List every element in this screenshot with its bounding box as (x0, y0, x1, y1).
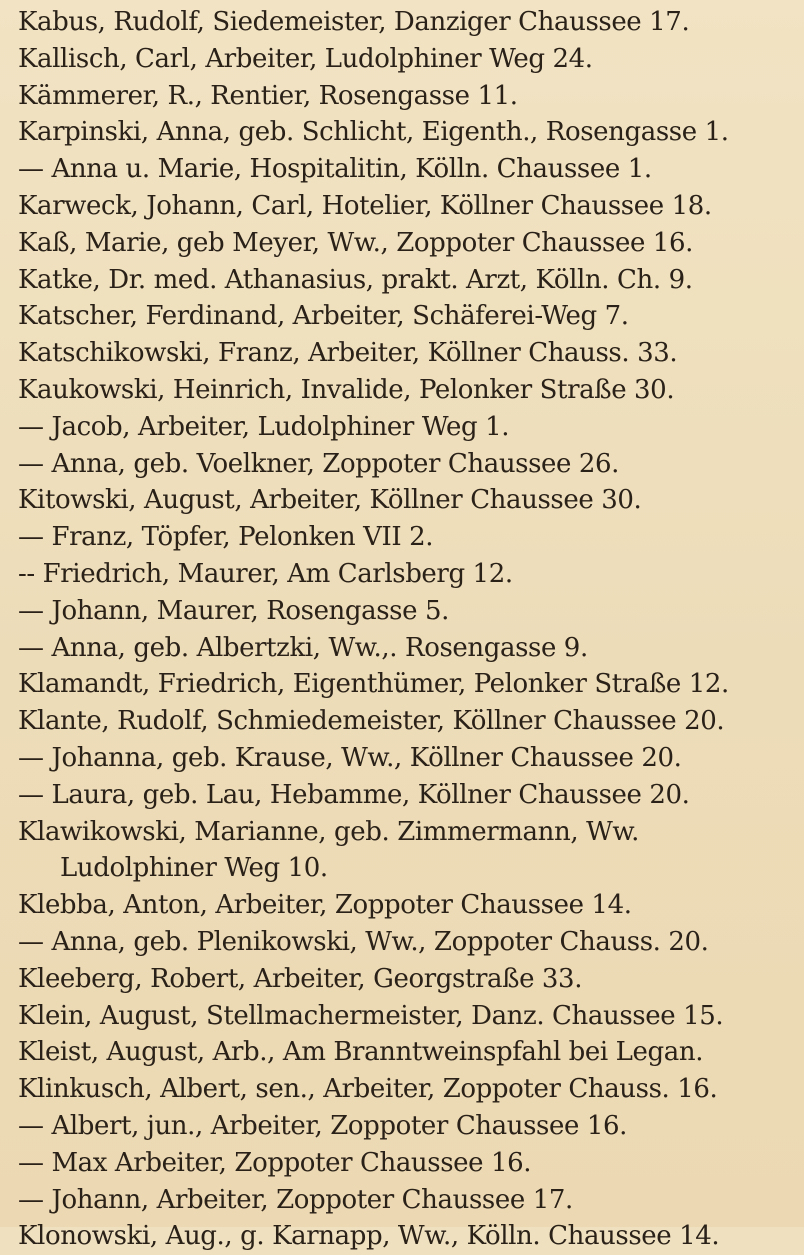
directory-entry: — Johann, Arbeiter, Zoppoter Chaussee 17. (18, 1184, 573, 1215)
directory-entry: — Franz, Töpfer, Pelonken VII 2. (18, 522, 434, 553)
directory-entry: — Albert, jun., Arbeiter, Zoppoter Chaussee 16. (18, 1110, 627, 1141)
directory-entry: — Johanna, geb. Krause, Ww., Köllner Chaussee 20. (18, 742, 682, 773)
directory-entry: -- Friedrich, Maurer, Am Carlsberg 12. (18, 558, 513, 589)
directory-entry: Karweck, Johann, Carl, Hotelier, Köllner Chaussee 18. (18, 190, 712, 221)
directory-entry: Karpinski, Anna, geb. Schlicht, Eigenth., Rosengasse 1. (18, 117, 729, 148)
directory-entry: Kleeberg, Robert, Arbeiter, Georgstraße 33. (18, 963, 583, 994)
directory-entry: Klebba, Anton, Arbeiter, Zoppoter Chaussee 14. (18, 890, 632, 921)
directory-entry: Kleist, August, Arb., Am Branntweinspfahl bei Legan. (18, 1037, 704, 1068)
directory-entry: — Anna u. Marie, Hospitalitin, Kölln. Chaussee 1. (18, 154, 652, 185)
directory-entry: Katschikowski, Franz, Arbeiter, Köllner Chauss. 33. (18, 338, 678, 369)
directory-entry: Klamandt, Friedrich, Eigenthümer, Pelonker Straße 12. (18, 669, 729, 700)
directory-entry: Klinkusch, Albert, sen., Arbeiter, Zoppoter Chauss. 16. (18, 1074, 718, 1105)
directory-entry: Katke, Dr. med. Athanasius, prakt. Arzt, Kölln. Ch. 9. (18, 264, 693, 295)
directory-entry: Kabus, Rudolf, Siedemeister, Danziger Chaussee 17. (18, 7, 690, 37)
directory-entry: — Max Arbeiter, Zoppoter Chaussee 16. (18, 1147, 532, 1178)
directory-entry-list (0, 4, 804, 1255)
directory-entry: Kaukowski, Heinrich, Invalide, Pelonker Straße 30. (18, 374, 675, 405)
directory-entry: — Anna, geb. Albertzki, Ww.,. Rosengasse 9. (18, 632, 588, 663)
directory-entry: — Anna, geb. Voelkner, Zoppoter Chaussee 26. (18, 448, 620, 479)
directory-entry-continuation: Ludolphiner Weg 10. (60, 853, 328, 884)
directory-entry: Klein, August, Stellmachermeister, Danz. Chaussee 15. (18, 1000, 724, 1031)
directory-entry: — Johann, Maurer, Rosengasse 5. (18, 595, 449, 626)
directory-entry: Katscher, Ferdinand, Arbeiter, Schäferei-Weg 7. (18, 301, 629, 332)
directory-entry: — Laura, geb. Lau, Hebamme, Köllner Chaussee 20. (18, 779, 690, 810)
directory-entry: Klonowski, Aug., g. Karnapp, Ww., Kölln. Chaussee 14. (18, 1221, 720, 1252)
directory-entry: Klawikowski, Marianne, geb. Zimmermann, Ww. (18, 816, 640, 847)
directory-entry: — Anna, geb. Plenikowski, Ww., Zoppoter Chauss. 20. (18, 926, 709, 957)
directory-entry: Kitowski, August, Arbeiter, Köllner Chaussee 30. (18, 485, 642, 516)
directory-entry: Kallisch, Carl, Arbeiter, Ludolphiner Weg 24. (18, 43, 593, 74)
directory-entry: Kaß, Marie, geb Meyer, Ww., Zoppoter Chaussee 16. (18, 227, 693, 258)
directory-entry: — Jacob, Arbeiter, Ludolphiner Weg 1. (18, 411, 510, 442)
directory-entry: Kämmerer, R., Rentier, Rosengasse 11. (18, 80, 518, 111)
directory-entry: Klante, Rudolf, Schmiedemeister, Köllner Chaussee 20. (18, 706, 725, 737)
